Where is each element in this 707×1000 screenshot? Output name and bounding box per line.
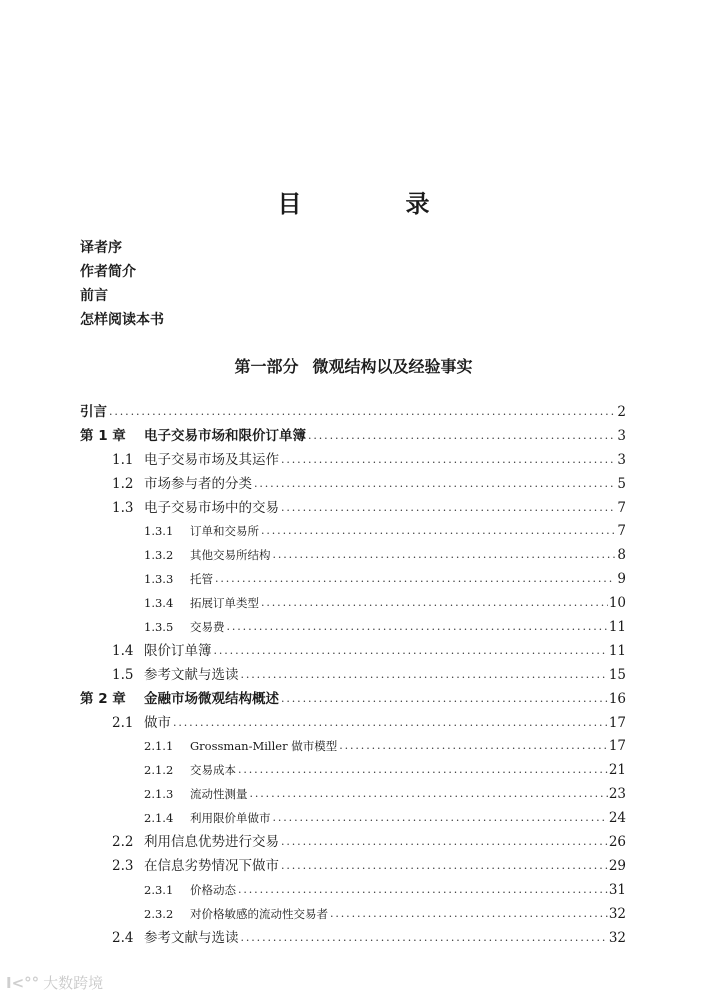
toc-entry-number: 2.3.2 [144, 906, 174, 921]
toc-leader-dots [281, 448, 615, 472]
toc-page-number: 15 [608, 666, 626, 683]
toc-entry-label: 订单和交易所 [190, 524, 259, 539]
front-matter-item[interactable]: 怎样阅读本书 [80, 312, 164, 328]
toc-entry-row[interactable] [80, 473, 626, 497]
toc-entry-row[interactable] [80, 759, 626, 783]
toc-entry-number: 1.3.4 [144, 596, 174, 611]
toc-entry-row[interactable] [80, 903, 626, 927]
toc-entry-number: 2.1.3 [144, 787, 174, 802]
toc-entry-label: 流动性测量 [190, 787, 248, 802]
front-matter-list [80, 236, 164, 332]
toc-entry-row[interactable] [80, 735, 626, 759]
toc-entry-label: 对价格敏感的流动性交易者 [190, 906, 328, 921]
toc-entry-row[interactable] [80, 592, 626, 616]
toc-leader-dots [281, 830, 608, 854]
toc-entry-row[interactable] [80, 616, 626, 640]
toc-entry-row[interactable] [80, 544, 626, 568]
toc-entry-number: 1.3.5 [144, 620, 174, 635]
toc-page-number: 7 [617, 499, 626, 516]
watermark [6, 972, 103, 993]
toc-leader-dots [173, 711, 608, 735]
toc-entry-number: 2.1.2 [144, 763, 174, 778]
toc-entry-row[interactable] [80, 520, 626, 544]
toc-entry-row[interactable] [80, 712, 626, 736]
toc-page-number: 9 [617, 571, 626, 588]
part-heading [0, 354, 707, 377]
toc-entry-number: 1.3.3 [144, 572, 174, 587]
toc-page-number: 16 [608, 690, 626, 707]
toc-leader-dots [281, 496, 615, 520]
toc-page-number: 11 [608, 619, 626, 636]
toc-leader-dots [241, 926, 608, 950]
toc-page-number: 32 [608, 929, 626, 946]
toc-page-number: 8 [617, 547, 626, 564]
toc-chapter-row[interactable] [80, 425, 626, 449]
toc-page-number: 5 [617, 475, 626, 492]
toc-leader-dots [308, 424, 615, 448]
part-number: 第一部分 [234, 357, 299, 376]
toc-entry-number: 2.3.1 [144, 882, 174, 897]
toc-entry-row[interactable] [80, 568, 626, 592]
toc-entry-label: 电子交易市场及其运作 [144, 451, 279, 468]
toc-entry-row[interactable] [80, 831, 626, 855]
toc-leader-dots [261, 591, 608, 615]
toc-leader-dots [330, 902, 608, 926]
toc-entry-label: 限价订单簿 [144, 642, 212, 659]
toc-entry-number: 2.1 [112, 714, 134, 731]
toc-page-number: 11 [608, 642, 626, 659]
toc-entry-row[interactable] [80, 497, 626, 521]
toc-entry-label: 其他交易所结构 [190, 548, 271, 563]
toc-leader-dots [273, 806, 608, 830]
toc-entry-label: 托管 [190, 572, 213, 587]
toc-leader-dots [241, 663, 608, 687]
toc-entry-label: 交易成本 [190, 763, 236, 778]
toc-entry-number: 第 2 章 [80, 690, 126, 707]
watermark-logo-icon: I<°° [6, 974, 40, 992]
toc-leader-dots [281, 687, 608, 711]
toc-entry-row[interactable] [80, 664, 626, 688]
toc-entry-row[interactable] [80, 640, 626, 664]
toc-entry-label: 电子交易市场和限价订单簿 [144, 427, 306, 444]
toc-entry-row[interactable] [80, 927, 626, 951]
toc-page-number: 2 [617, 404, 626, 420]
part-title: 微观结构以及经验事实 [312, 357, 473, 376]
front-matter-item[interactable]: 译者序 [80, 240, 122, 256]
toc-leader-dots [250, 782, 608, 806]
toc-page-number: 23 [608, 786, 626, 803]
toc-leader-dots [273, 543, 616, 567]
toc-entry-number: 2.1.1 [144, 739, 174, 754]
toc-page-number: 3 [617, 427, 626, 444]
toc-page-number: 29 [608, 857, 626, 874]
table-of-contents [80, 401, 626, 950]
toc-entry-number: 2.2 [112, 834, 134, 851]
toc-entry-row[interactable] [80, 807, 626, 831]
toc-entry-label: 引言 [80, 404, 107, 420]
toc-leader-dots [227, 615, 608, 639]
toc-entry-number: 1.5 [112, 666, 134, 683]
toc-page-number: 24 [608, 810, 626, 827]
toc-entry-row[interactable] [80, 879, 626, 903]
toc-leader-dots [238, 758, 608, 782]
toc-entry-number: 1.3 [112, 499, 134, 516]
toc-entry-number: 1.4 [112, 642, 134, 659]
toc-page-number: 26 [608, 834, 626, 851]
front-matter-item[interactable]: 作者简介 [80, 264, 136, 280]
watermark-text: 大数跨境 [43, 974, 104, 992]
toc-page-number: 21 [608, 762, 626, 779]
toc-entry-label: 参考文献与选读 [144, 666, 239, 683]
toc-page-number: 17 [608, 738, 626, 755]
toc-entry-number: 2.4 [112, 929, 134, 946]
toc-entry-label: 市场参与者的分类 [144, 475, 252, 492]
toc-entry-row[interactable] [80, 401, 626, 425]
toc-leader-dots [214, 639, 608, 663]
toc-entry-row[interactable] [80, 855, 626, 879]
toc-entry-label: 在信息劣势情况下做市 [144, 857, 279, 874]
toc-page-number: 7 [617, 523, 626, 540]
toc-entry-label: 拓展订单类型 [190, 596, 259, 611]
toc-entry-label: Grossman-Miller 做市模型 [190, 739, 338, 754]
toc-entry-label: 利用限价单做市 [190, 811, 271, 826]
toc-leader-dots [215, 567, 615, 591]
toc-entry-number: 1.3.1 [144, 524, 174, 539]
toc-leader-dots [281, 854, 608, 878]
page-title: 目 录 [277, 190, 470, 218]
toc-entry-label: 价格动态 [190, 882, 236, 897]
front-matter-item[interactable]: 前言 [80, 288, 108, 304]
toc-entry-number: 2.1.4 [144, 811, 174, 826]
toc-entry-number: 1.2 [112, 475, 134, 492]
toc-entry-label: 利用信息优势进行交易 [144, 834, 279, 851]
toc-leader-dots [238, 878, 608, 902]
toc-entry-number: 2.3 [112, 857, 134, 874]
toc-page-number: 17 [608, 714, 626, 731]
toc-leader-dots [261, 519, 615, 543]
toc-page-number: 32 [608, 905, 626, 922]
toc-entry-label: 做市 [144, 714, 171, 731]
toc-entry-number: 第 1 章 [80, 427, 126, 444]
toc-entry-number: 1.1 [112, 451, 134, 468]
toc-entry-number: 1.3.2 [144, 548, 174, 563]
toc-page-number: 10 [608, 595, 626, 612]
toc-entry-label: 金融市场微观结构概述 [144, 690, 279, 707]
toc-page-number: 31 [608, 881, 626, 898]
toc-entry-label: 交易费 [190, 620, 225, 635]
toc-page-number: 3 [617, 451, 626, 468]
toc-chapter-row[interactable] [80, 688, 626, 712]
toc-leader-dots [109, 400, 615, 424]
toc-leader-dots [254, 472, 615, 496]
toc-entry-label: 参考文献与选读 [144, 929, 239, 946]
toc-entry-row[interactable] [80, 449, 626, 473]
toc-leader-dots [339, 734, 608, 758]
toc-entry-row[interactable] [80, 783, 626, 807]
toc-entry-label: 电子交易市场中的交易 [144, 499, 279, 516]
